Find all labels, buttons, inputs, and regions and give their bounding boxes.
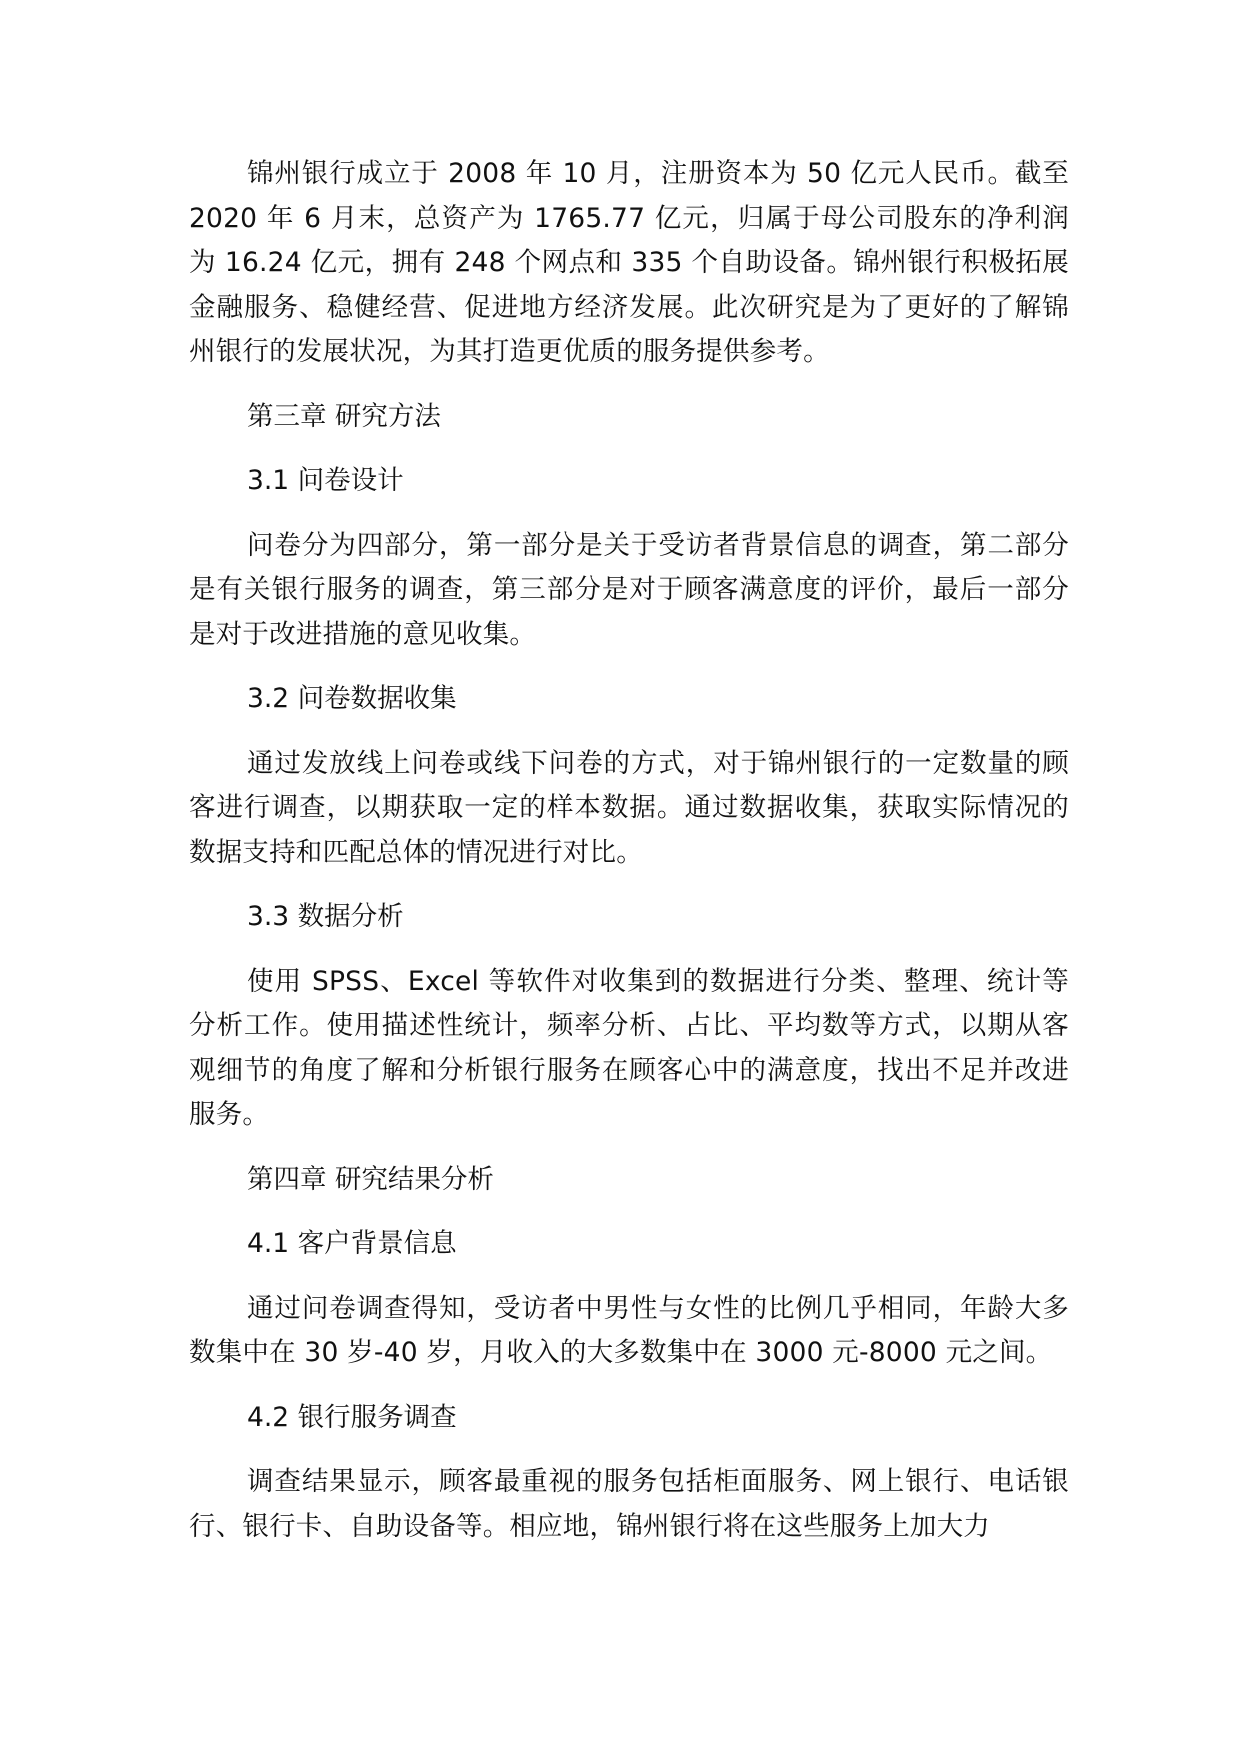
- heading-chapter-3: 第三章 研究方法: [247, 400, 441, 432]
- paragraph-customer-background: 通过问卷调查得知，受访者中男性与女性的比例几乎相同，年龄大多数集中在 30 岁-40 岁，月收入的大多数集中在 3000 元-8000 元之间。: [189, 1292, 1069, 1368]
- paragraph-bank-overview: 锦州银行成立于 2008 年 10 月，注册资本为 50 亿元人民币。截至 2020 年 6 月末，总资产为 1765.77 亿元，归属于母公司股东的净利润为 16.24 亿元，拥有 248 个网点和 335 个自助设备。锦州银行积极拓展金融服务、稳健经营、促进地方经济发展。此次研究是为了更好的了解锦州银行的发展状况，为其打造更优质的服务提供参考。: [189, 158, 1069, 367]
- heading-chapter-4: 第四章 研究结果分析: [247, 1163, 494, 1195]
- heading-3-1: 3.1 问卷设计: [247, 465, 404, 496]
- paragraph-data-collection: 通过发放线上问卷或线下问卷的方式，对于锦州银行的一定数量的顾客进行调查，以期获取一定的样本数据。通过数据收集，获取实际情况的数据支持和匹配总体的情况进行对比。: [189, 747, 1069, 868]
- paragraph-questionnaire-design: 问卷分为四部分，第一部分是关于受访者背景信息的调查，第二部分是有关银行服务的调查，第三部分是对于顾客满意度的评价，最后一部分是对于改进措施的意见收集。: [189, 529, 1069, 650]
- paragraph-data-analysis: 使用 SPSS、Excel 等软件对收集到的数据进行分类、整理、统计等分析工作。使用描述性统计，频率分析、占比、平均数等方式，以期从客观细节的角度了解和分析银行服务在顾客心中的满意度，找出不足并改进服务。: [189, 965, 1069, 1130]
- heading-3-3: 3.3 数据分析: [247, 901, 404, 932]
- heading-4-1: 4.1 客户背景信息: [247, 1228, 457, 1259]
- document-body: [189, 152, 1069, 1569]
- paragraph-bank-services: 调查结果显示，顾客最重视的服务包括柜面服务、网上银行、电话银行、银行卡、自助设备等。相应地，锦州银行将在这些服务上加大力: [189, 1466, 1069, 1542]
- heading-3-2: 3.2 问卷数据收集: [247, 683, 457, 714]
- heading-4-2: 4.2 银行服务调查: [247, 1401, 457, 1433]
